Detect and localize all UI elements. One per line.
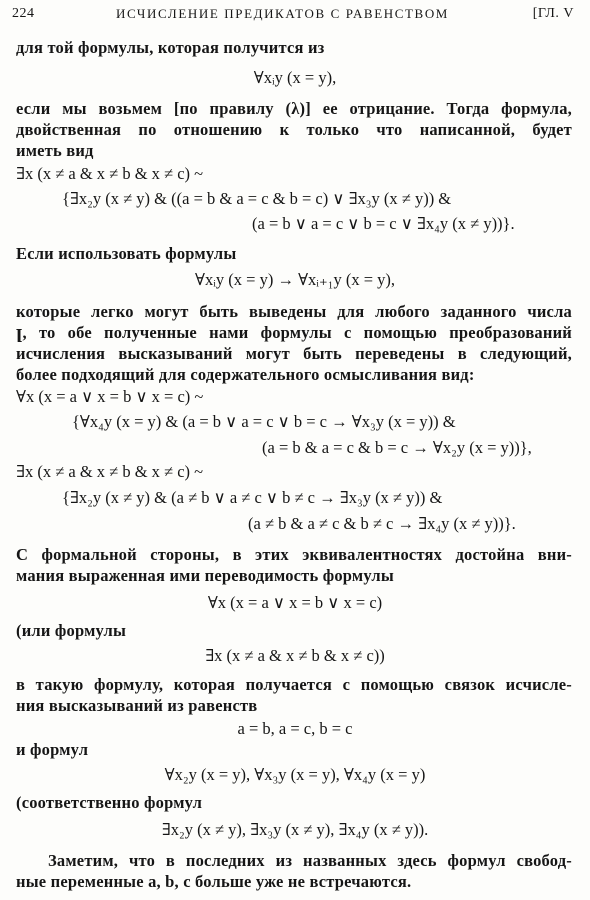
formula-line: (a = b & a = c & b = c → ∀x₂y (x = y))}, xyxy=(262,438,532,457)
formula-line: (a = b ∨ a = c ∨ b = c ∨ ∃x₄y (x ≠ y))}. xyxy=(252,214,515,233)
text-line: (или формулы xyxy=(16,621,127,640)
formula-line: a = b, a = c, b = c xyxy=(237,719,353,738)
formula-line: ∀x (x = a ∨ x = b ∨ x = c) xyxy=(207,593,383,612)
text-line: ные переменные a, b, c больше уже не встречаются. xyxy=(16,872,412,891)
formula-line: ∀xᵢy (x = y), xyxy=(253,68,337,87)
running-header xyxy=(12,6,578,24)
formula-line: ∃x (x ≠ a & x ≠ b & x ≠ c) ~ xyxy=(16,462,204,481)
running-title: ИСЧИСЛЕНИЕ ПРЕДИКАТОВ С РАВЕНСТВОМ xyxy=(116,6,449,21)
text-line: ния высказываний из равенств xyxy=(16,696,258,715)
text-line: более подходящий для содержательного осмысливания вид: xyxy=(16,365,475,384)
text-line: Заметим, что в последних из названных здесь формул свобод- xyxy=(48,851,572,870)
text-line: (соответственно формул xyxy=(16,793,203,812)
chapter-label: [ГЛ. V xyxy=(532,6,574,21)
text-line: мания выраженная ими переводимость формулы xyxy=(16,566,394,585)
formula-line: {∀x₄y (x = y) & (a = b ∨ a = c ∨ b = c → ∀x₃y (x = y)) & xyxy=(72,412,456,431)
formula-line: ∀x (x = a ∨ x = b ∨ x = c) ~ xyxy=(16,387,204,406)
text-line: в такую формулу, которая получается с помощью связок исчисле- xyxy=(16,675,572,694)
text-line: С формальной стороны, в этих эквивалентностях достойна вни- xyxy=(16,545,572,564)
formula-line: ∃x₂y (x ≠ y), ∃x₃y (x ≠ y), ∃x₄y (x ≠ y)). xyxy=(161,820,429,839)
formula-line: {∃x₂y (x ≠ y) & ((a = b & a = c & b = c) ∨ ∃x₃y (x ≠ y)) & xyxy=(62,189,452,208)
text-line: двойственная по отношению к только что написанной, будет xyxy=(16,120,572,139)
formula-line: {∃x₂y (x ≠ y) & (a ≠ b ∨ a ≠ c ∨ b ≠ c → ∃x₃y (x ≠ y)) & xyxy=(62,488,443,507)
text-line: если мы возьмем [по правилу (λ)] ее отрицание. Тогда формула, xyxy=(16,99,572,118)
text-line: ꞁ, то обе полученные нами формулы с помощью преобразований xyxy=(16,323,572,342)
text-line: которые легко могут быть выведены для любого заданного числа xyxy=(16,302,572,321)
text-line: исчисления высказываний могут быть переведены в следующий, xyxy=(16,344,572,363)
text-line: для той формулы, которая получится из xyxy=(16,38,325,57)
text-line: Если использовать формулы xyxy=(16,244,237,263)
formula-line: ∀x₂y (x = y), ∀x₃y (x = y), ∀x₄y (x = y) xyxy=(164,765,426,784)
text-line: иметь вид xyxy=(16,141,94,160)
formula-line: ∀xᵢy (x = y) → ∀xᵢ₊₁y (x = y), xyxy=(195,270,395,289)
formula-line: (a ≠ b & a ≠ c & b ≠ c → ∃x₄y (x ≠ y))}. xyxy=(248,514,516,533)
page-number: 224 xyxy=(12,6,35,21)
formula-line: ∃x (x ≠ a & x ≠ b & x ≠ c) ~ xyxy=(16,164,204,183)
text-line: и формул xyxy=(16,740,89,759)
formula-line: ∃x (x ≠ a & x ≠ b & x ≠ c)) xyxy=(205,646,385,665)
